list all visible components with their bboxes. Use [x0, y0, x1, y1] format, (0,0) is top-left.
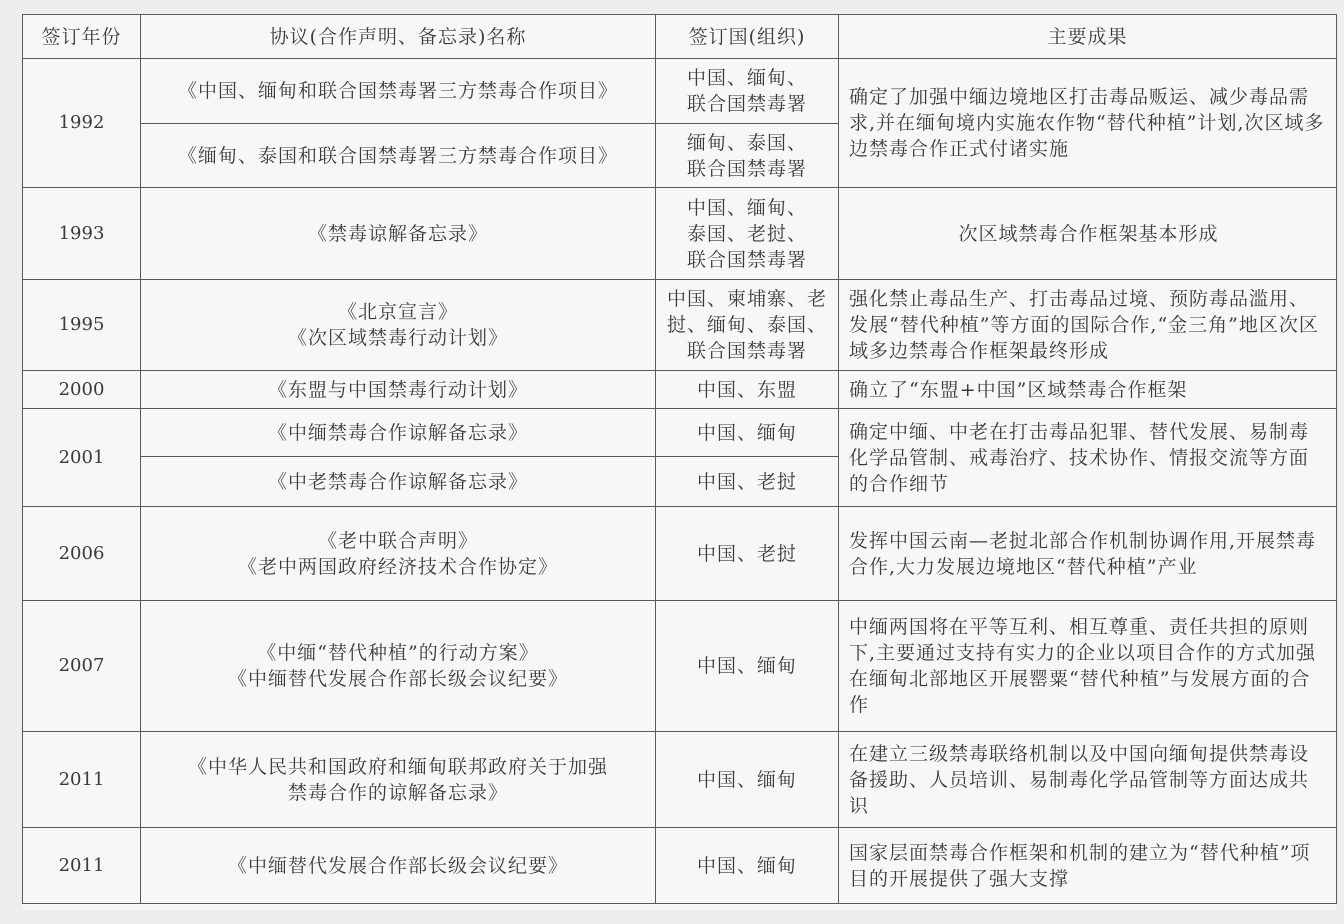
- signatories-line: 中国、缅甸: [696, 768, 797, 791]
- year-cell: 2011: [23, 828, 141, 904]
- signatories-cell: [656, 828, 839, 904]
- signatories-line: 联合国禁毒署: [686, 93, 807, 115]
- signatories-cell: [656, 124, 839, 188]
- signatories-cell: [656, 409, 839, 457]
- agreement-name: 《中国、缅甸和联合国禁毒署三方禁毒合作项目》: [177, 80, 618, 102]
- agreement-name: 《中缅“替代种植”的行动方案》: [257, 642, 539, 664]
- table-row: [23, 601, 1337, 732]
- signatories-cell: [656, 188, 839, 280]
- signatories-cell: [656, 457, 839, 507]
- result-cell: 在建立三级禁毒联络机制以及中国向缅甸提供禁毒设备援助、人员培训、易制毒化学品管制等方面达成共识: [839, 732, 1337, 828]
- header-main-results: 主要成果: [839, 15, 1337, 59]
- signatories-line: 中国、老挝: [696, 470, 797, 493]
- signatories-cell: [656, 371, 839, 409]
- table-row: [23, 188, 1337, 280]
- agreement-name: 《中老禁毒合作谅解备忘录》: [267, 470, 528, 493]
- agreement-name: 《次区域禁毒行动计划》: [287, 327, 508, 349]
- agreement-name: 《中缅禁毒合作谅解备忘录》: [267, 421, 528, 444]
- signatories-line: 中国、缅甸: [696, 421, 797, 444]
- agreement-name: 《北京宣言》: [337, 301, 458, 323]
- table-header-row: [23, 15, 1337, 59]
- year-cell: 2011: [23, 732, 141, 828]
- year-cell: 1993: [23, 188, 141, 280]
- signatories-line: 联合国禁毒署: [686, 340, 807, 362]
- agreement-name-cell: [141, 371, 656, 409]
- result-cell: 确定了加强中缅边境地区打击毒品贩运、减少毒品需求,并在缅甸境内实施农作物“替代种植”计划,次区域多边禁毒合作正式付诸实施: [839, 59, 1337, 188]
- agreement-name: 《中缅替代发展合作部长级会议纪要》: [227, 668, 568, 690]
- table-row: [23, 507, 1337, 601]
- result-cell: 次区域禁毒合作框架基本形成: [839, 188, 1337, 280]
- signatories-line: 中国、缅甸、: [686, 67, 807, 89]
- result-cell: 确定中缅、中老在打击毒品犯罪、替代发展、易制毒化学品管制、戒毒治疗、技术协作、情报交流等方面的合作细节: [839, 409, 1337, 507]
- agreement-name-cell: [141, 732, 656, 828]
- signatories-line: 联合国禁毒署: [686, 248, 807, 271]
- signatories-cell: [656, 601, 839, 732]
- signatories-cell: [656, 59, 839, 124]
- agreement-name: 《禁毒谅解备忘录》: [307, 222, 488, 245]
- agreement-name: 禁毒合作的谅解备忘录》: [287, 781, 508, 804]
- year-cell: 1995: [23, 280, 141, 371]
- year-cell: 2007: [23, 601, 141, 732]
- table-row: [23, 371, 1337, 409]
- signatories-line: 缅甸、泰国、: [686, 131, 807, 154]
- signatories-line: 中国、东盟: [696, 378, 797, 401]
- signatories-line: 中国、缅甸: [696, 854, 797, 877]
- agreement-name-cell: [141, 601, 656, 732]
- table-row: [23, 59, 1337, 124]
- agreement-name: 《东盟与中国禁毒行动计划》: [267, 378, 528, 401]
- agreement-name: 《中缅替代发展合作部长级会议纪要》: [227, 854, 568, 877]
- signatories-line: 中国、缅甸、: [686, 196, 807, 219]
- year-cell: 2001: [23, 409, 141, 507]
- signatories-line: 中国、柬埔寨、老: [666, 288, 827, 310]
- signatories-line: 中国、老挝: [696, 542, 797, 565]
- header-signatories: 签订国(组织): [656, 15, 839, 59]
- result-cell: 发挥中国云南—老挝北部合作机制协调作用,开展禁毒合作,大力发展边境地区“替代种植”产业: [839, 507, 1337, 601]
- signatories-line: 挝、缅甸、泰国、: [666, 314, 827, 336]
- result-cell: 确立了“东盟+中国”区域禁毒合作框架: [839, 371, 1337, 409]
- table-row: [23, 828, 1337, 904]
- signatories-cell: [656, 507, 839, 601]
- signatories-cell: [656, 280, 839, 371]
- signatories-cell: [656, 732, 839, 828]
- agreement-name: 《缅甸、泰国和联合国禁毒署三方禁毒合作项目》: [177, 144, 618, 167]
- header-agreement-name: 协议(合作声明、备忘录)名称: [141, 15, 656, 59]
- result-cell: 国家层面禁毒合作框架和机制的建立为“替代种植”项目的开展提供了强大支撑: [839, 828, 1337, 904]
- header-year: 签订年份: [23, 15, 141, 59]
- table-row: [23, 732, 1337, 828]
- agreement-name-cell: [141, 59, 656, 124]
- agreement-name: 《老中两国政府经济技术合作协定》: [237, 555, 558, 578]
- agreement-name: 《中华人民共和国政府和缅甸联邦政府关于加强: [187, 755, 608, 778]
- agreement-name-cell: [141, 457, 656, 507]
- agreement-name-cell: [141, 188, 656, 280]
- agreement-name-cell: [141, 124, 656, 188]
- agreement-name-cell: [141, 507, 656, 601]
- agreement-name-cell: [141, 828, 656, 904]
- year-cell: 2000: [23, 371, 141, 409]
- result-cell: 中缅两国将在平等互利、相互尊重、责任共担的原则下,主要通过支持有实力的企业以项目合作的方式加强在缅甸北部地区开展罂粟“替代种植”与发展方面的合作: [839, 601, 1337, 732]
- agreement-name-cell: [141, 409, 656, 457]
- signatories-line: 联合国禁毒署: [686, 157, 807, 180]
- document-page: [22, 14, 1336, 910]
- result-cell: 强化禁止毒品生产、打击毒品过境、预防毒品滥用、发展“替代种植”等方面的国际合作,“金三角”地区次区域多边禁毒合作框架最终形成: [839, 280, 1337, 371]
- signatories-line: 中国、缅甸: [696, 655, 797, 677]
- signatories-line: 泰国、老挝、: [686, 222, 807, 245]
- drug-control-agreements-table: [22, 14, 1337, 904]
- agreement-name: 《老中联合声明》: [317, 529, 478, 552]
- table-row: [23, 280, 1337, 371]
- agreement-name-cell: [141, 280, 656, 371]
- year-cell: 2006: [23, 507, 141, 601]
- table-row: [23, 409, 1337, 457]
- year-cell: 1992: [23, 59, 141, 188]
